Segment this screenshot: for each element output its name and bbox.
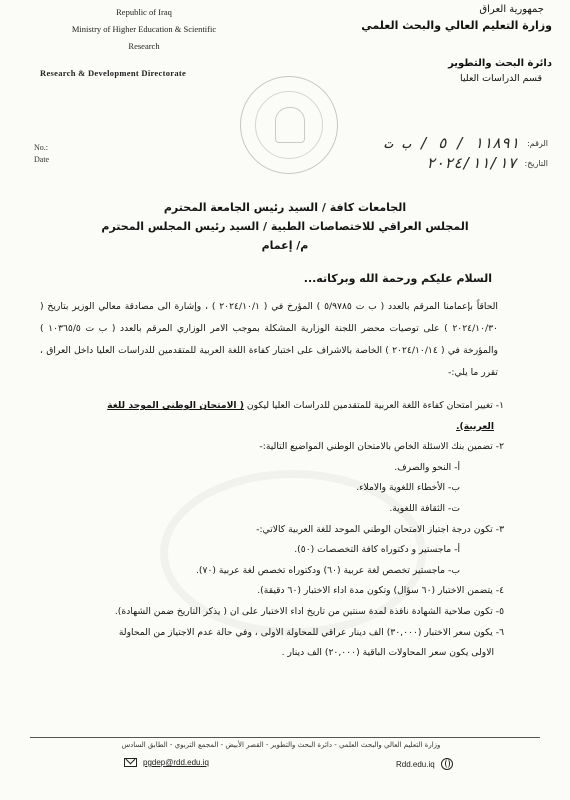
letter-date: ٢٠٢٤/١١/١٧ <box>426 154 517 172</box>
header-en-line3: Research <box>128 41 160 51</box>
footer-address: وزارة التعليم العالي والبحث العلمي - دائرة البحث والتطوير - القصر الأبيض - المجمع التربوي - الطابق السادس <box>121 741 441 749</box>
header-ar-line1: جمهورية العراق <box>479 4 544 15</box>
list-item-1: ١- تغيير امتحان كفاءة اللغة العربية للمتقدمين للدراسات العليا ليكون ( الامتحان الوطني الموحد للغة <box>107 400 504 411</box>
header-en-line2: Ministry of Higher Education & Scientific <box>71 24 217 34</box>
ministry-seal-logo <box>240 76 338 174</box>
meta-english <box>34 142 49 166</box>
ar-no-label: الرقم: <box>527 138 548 148</box>
list-item-1-cont: العربية). <box>456 420 494 432</box>
subject: م/ إعمام <box>261 239 309 252</box>
seal-emblem-icon <box>275 107 305 143</box>
list-item-6: ٦- يكون سعر الاختبار (٣٠,٠٠٠) الف دينار عراقي للمحاولة الاولى ، وفي حالة عدم الاجتياز من المحاولة <box>118 626 504 638</box>
list-subitem-3a: أ- ماجستير و دكتوراه كافة التخصصات (٥٠). <box>294 544 460 556</box>
list-subitem-3b: ب- ماجستير تخصص لغة عربية (٦٠) ودكتوراه تخصص لغة عربية (٧٠). <box>196 564 460 576</box>
decision-list <box>30 396 504 664</box>
footer-email[interactable] <box>124 758 209 767</box>
header-en-directorate: Research & Development Directorate <box>40 68 187 78</box>
header-english <box>40 4 244 82</box>
recipient-line2: المجلس العراقي للاختصاصات الطبية / السيد رئيس المجلس المحترم <box>101 220 469 233</box>
list-subitem-2c: ت- الثقافة اللغوية. <box>389 502 460 514</box>
footer-divider <box>30 737 540 738</box>
header-ar-line2: وزارة التعليم العالي والبحث العلمي <box>361 19 552 32</box>
date-label: Date <box>34 155 50 164</box>
body-paragraph: الحاقاً بإعمامنا المرقم بالعدد ( ب ت ٥/٩٧٨٥ ) المؤرخ في ( ٢٠٢٤/١٠/١ ) ، وإشارة الى مصادقة معالي الوزير بتاريخ ( ٢٠٢٤/١٠/٣٠ ) على توصيات محضر اللجنة الوزارية المشكلة بموجب الامر الوزاري المرقم بالعدد ( ب ت ١٠٣٦٥/٥ ) والمؤرخة في ( ٢٠٢٤/١٠/١٤ ) الخاصة بالاشراف على اختبار كفاءة اللغة العربية للمتقدمين للدراسات العليا داخل العراق ، تقرر ما يلي:- <box>40 301 498 378</box>
list-item-6-cont: الاولى يكون سعر المحاولات الباقية (٢٠,٠٠٠) الف دينار . <box>281 647 494 659</box>
meta-arabic <box>384 136 548 170</box>
recipient-line1: الجامعات كافة / السيد رئيس الجامعة المحترم <box>163 201 407 214</box>
website-text[interactable]: Rdd.edu.iq <box>396 759 435 769</box>
email-text[interactable]: pgdep@rdd.edu.iq <box>143 758 209 767</box>
globe-icon <box>441 758 453 770</box>
header-en-line1: Republic of Iraq <box>116 7 172 17</box>
header-ar-line4: قسم الدراسات العليا <box>460 73 542 84</box>
list-item-5: ٥- تكون صلاحية الشهادة نافذة لمدة سنتين من تاريخ اداء الاختبار على ان ( يذكر التاريخ ضمن الشهادة). <box>114 605 504 617</box>
list-subitem-2a: أ- النحو والصرف. <box>394 461 460 473</box>
reference-number: ١١٨٩١ / ٥ / ب ت <box>383 134 520 152</box>
exam-name-emphasis: ( الامتحان الوطني الموحد للغة <box>107 400 244 411</box>
header-ar-line3: دائرة البحث والتطوير <box>448 58 552 69</box>
list-item-2: ٢- تضمين بنك الاسئلة الخاص بالامتحان الوطني المواضيع التالية:- <box>259 441 504 453</box>
list-subitem-2b: ب- الأخطاء اللغوية والاملاء. <box>356 482 460 494</box>
mail-icon <box>124 758 137 767</box>
footer-website[interactable] <box>396 758 453 770</box>
header-arabic <box>342 4 552 84</box>
recipients <box>60 198 510 255</box>
list-item-4: ٤- يتضمن الاختبار (٦٠ سؤال) وتكون مدة اداء الاختبار (٦٠ دقيقة). <box>257 585 504 597</box>
list-item-3: ٣- تكون درجة اجتياز الامتحان الوطني الموحد للغة العربية كالاتي:- <box>256 523 504 535</box>
greeting: السلام عليكم ورحمة الله وبركاته... <box>303 272 492 285</box>
no-label: No.: <box>34 143 48 152</box>
ar-date-label: التاريخ: <box>524 158 548 168</box>
